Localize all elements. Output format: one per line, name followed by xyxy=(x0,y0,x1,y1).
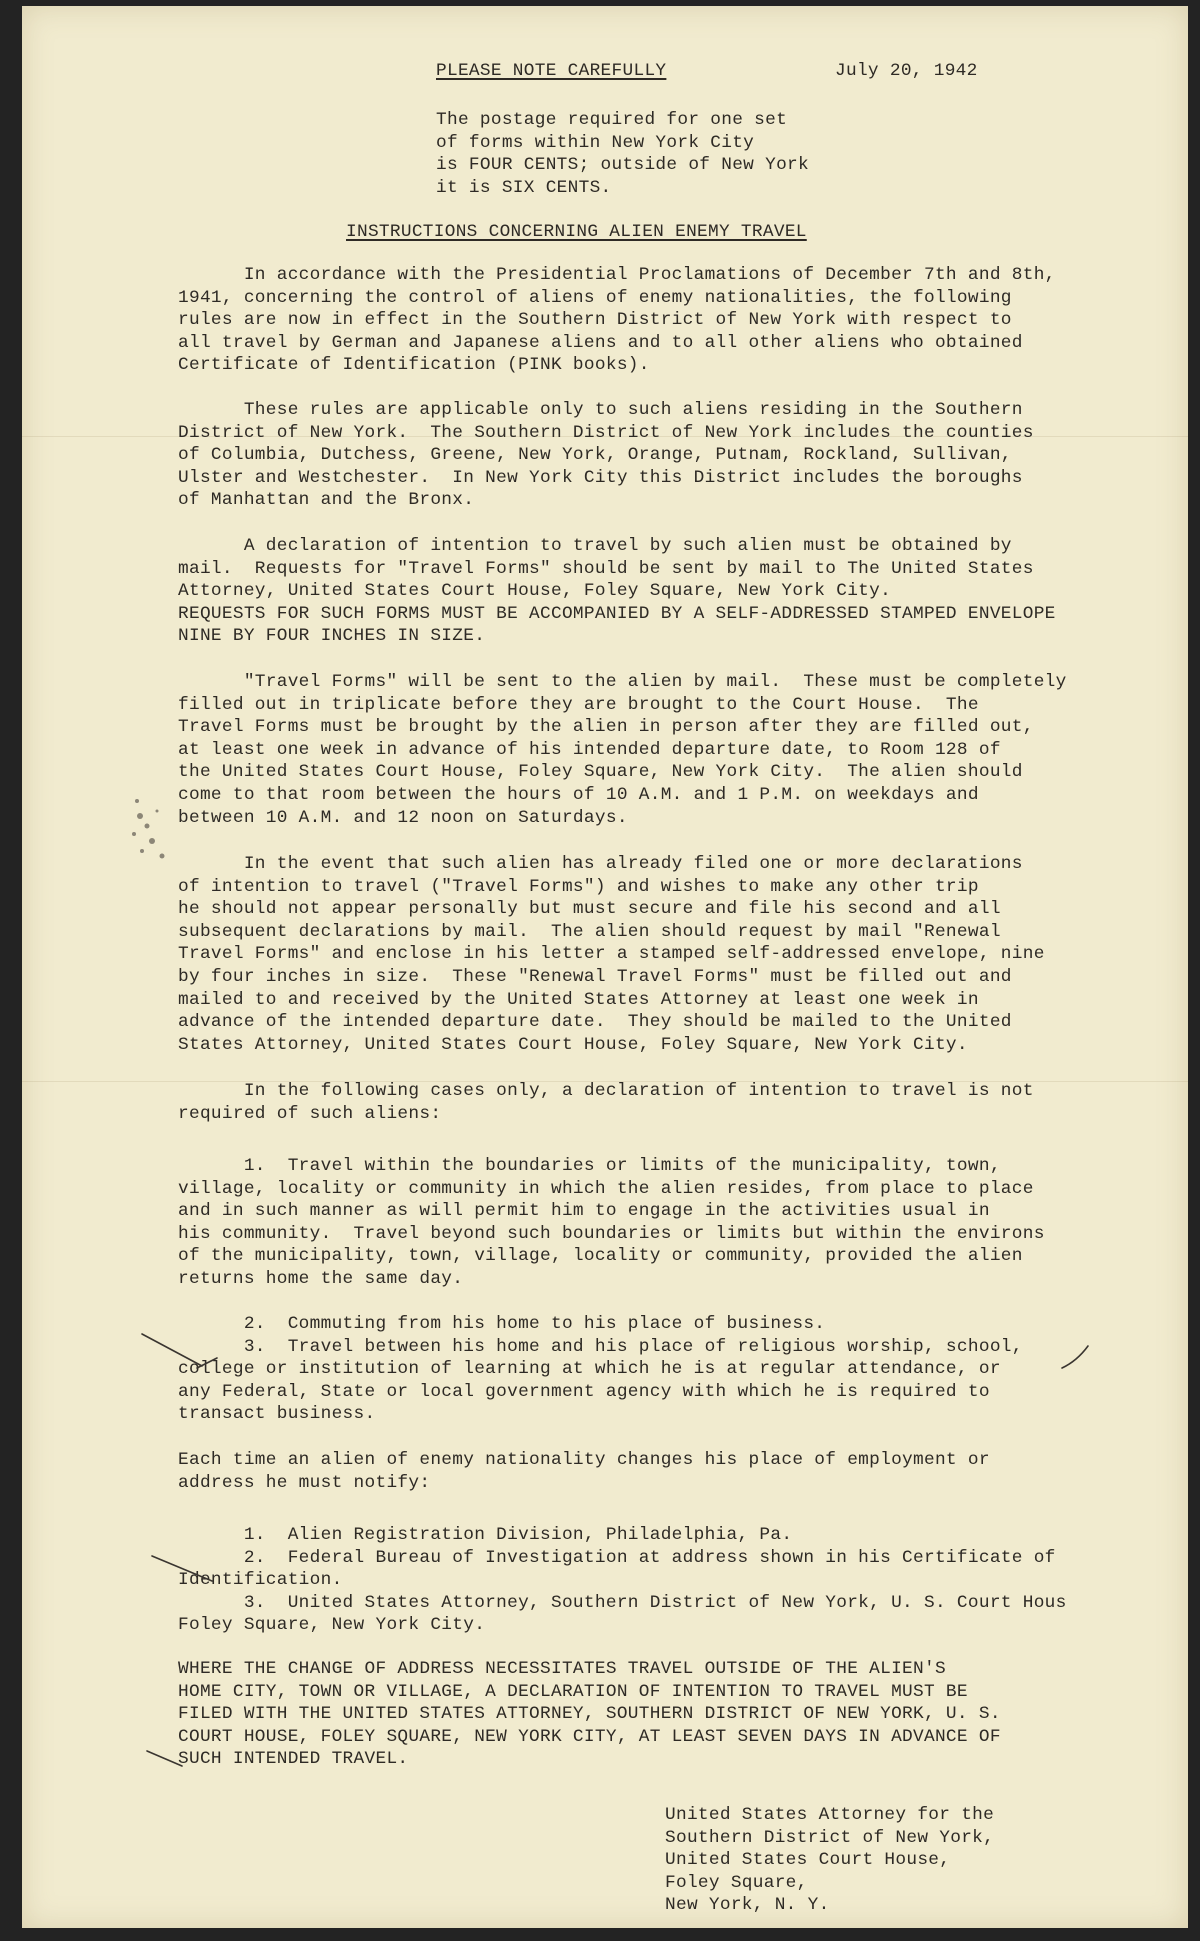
text-line: returns home the same day. xyxy=(178,1268,464,1289)
text-line: filled out in triplicate before they are brought to the Court House. The xyxy=(178,694,979,715)
text-line: college or institution of learning at which he is at regular attendance, or xyxy=(178,1359,1001,1380)
text-line: rules are now in effect in the Southern District of New York with respect to xyxy=(178,310,1012,331)
signature-line: Southern District of New York, xyxy=(665,1827,995,1848)
text-line: States Attorney, United States Court House, Foley Square, New York City. xyxy=(178,1034,968,1055)
text-line: 3. Travel between his home and his place of religious worship, school, xyxy=(178,1336,1023,1357)
text-line: A declaration of intention to travel by such alien must be obtained by xyxy=(178,536,1012,556)
list-item: 2. Federal Bureau of Investigation at address shown in his Certificate of xyxy=(178,1547,1056,1568)
text-line: by four inches in size. These "Renewal Travel Forms" must be filled out and xyxy=(178,966,1012,987)
signature-line: United States Attorney for the xyxy=(665,1805,995,1825)
list-item: 3. United States Attorney, Southern District of New York, U. S. Court Hous xyxy=(178,1592,1067,1613)
text-line: COURT HOUSE, FOLEY SQUARE, NEW YORK CITY, AT LEAST SEVEN DAYS IN ADVANCE OF xyxy=(178,1726,1001,1747)
paragraph-change-of-address xyxy=(178,1449,1118,1494)
paragraph-travel-forms xyxy=(178,671,1118,829)
text-line: In accordance with the Presidential Proclamations of December 7th and 8th, xyxy=(178,265,1056,285)
paragraph-exemptions xyxy=(178,1080,1118,1125)
notice-title: PLEASE NOTE CAREFULLY xyxy=(436,61,667,81)
text-line: come to that room between the hours of 10 A.M. and 1 P.M. on weekdays and xyxy=(178,784,979,805)
text-line: his community. Travel beyond such boundaries or limits but within the environs xyxy=(178,1223,1045,1244)
text-line: HOME CITY, TOWN OR VILLAGE, A DECLARATION OF INTENTION TO TRAVEL MUST BE xyxy=(178,1681,968,1702)
paragraph-declaration xyxy=(178,535,1118,648)
text-line: "Travel Forms" will be sent to the alien by mail. These must be completely xyxy=(178,672,1067,692)
text-line: of Manhattan and the Bronx. xyxy=(178,490,475,511)
paragraph-renewal xyxy=(178,853,1118,1056)
paragraph-final-notice xyxy=(178,1658,1118,1771)
text-line: any Federal, State or local government agency with which he is required to xyxy=(178,1381,990,1402)
text-line: Travel Forms" and enclose in his letter a stamped self-addressed envelope, nine xyxy=(178,944,1045,965)
text-line: at least one week in advance of his intended departure date, to Room 128 of xyxy=(178,739,1001,760)
text-line: Ulster and Westchester. In New York City this District includes the boroughs xyxy=(178,467,1023,488)
text-line: District of New York. The Southern District of New York includes the counties xyxy=(178,422,1034,443)
notify-list xyxy=(178,1524,1118,1637)
text-line: WHERE THE CHANGE OF ADDRESS NECESSITATES TRAVEL OUTSIDE OF THE ALIEN'S xyxy=(178,1659,946,1679)
text-line: REQUESTS FOR SUCH FORMS MUST BE ACCOMPANIED BY A SELF-ADDRESSED STAMPED ENVELOPE xyxy=(178,603,1056,624)
paragraph-proclamations xyxy=(178,264,1118,377)
text-line: and in such manner as will permit him to engage in the activities usual in xyxy=(178,1201,990,1222)
text-line: transact business. xyxy=(178,1404,376,1425)
text-line: Travel Forms must be brought by the alien in person after they are filled out, xyxy=(178,717,1034,738)
text-line: 1. Travel within the boundaries or limits of the municipality, town, xyxy=(178,1156,1001,1176)
text-line: NINE BY FOUR INCHES IN SIZE. xyxy=(178,626,486,647)
instructions-heading: INSTRUCTIONS CONCERNING ALIEN ENEMY TRAVEL xyxy=(346,222,807,242)
text-line: all travel by German and Japanese aliens and to all other aliens who obtained xyxy=(178,332,1023,353)
text-line: of the municipality, town, village, locality or community, provided the alien xyxy=(178,1246,1023,1267)
text-line: SUCH INTENDED TRAVEL. xyxy=(178,1749,409,1770)
text-line: mailed to and received by the United States Attorney at least one week in xyxy=(178,989,979,1010)
postage-line: is FOUR CENTS; outside of New York xyxy=(436,155,809,176)
signature-line: United States Court House, xyxy=(665,1850,951,1871)
text-line: 1941, concerning the control of aliens of enemy nationalities, the following xyxy=(178,287,1012,308)
text-line: required of such aliens: xyxy=(178,1103,442,1124)
postage-note xyxy=(436,109,936,199)
document-body xyxy=(22,6,1188,1928)
text-line: of intention to travel ("Travel Forms") and wishes to make any other trip xyxy=(178,876,979,897)
text-line: 2. Commuting from his home to his place of business. xyxy=(178,1314,826,1334)
paper-sheet xyxy=(22,6,1188,1928)
signature-line: Foley Square, xyxy=(665,1872,808,1893)
exemption-case-1 xyxy=(178,1155,1118,1291)
list-item: Identification. xyxy=(178,1570,343,1591)
text-line: Each time an alien of enemy nationality changes his place of employment or xyxy=(178,1450,990,1470)
text-line: In the following cases only, a declaration of intention to travel is not xyxy=(178,1081,1034,1101)
text-line: of Columbia, Dutchess, Greene, New York, Orange, Putnam, Rockland, Sullivan, xyxy=(178,445,1012,466)
text-line: Attorney, United States Court House, Foley Square, New York City. xyxy=(178,581,892,602)
list-item: Foley Square, New York City. xyxy=(178,1615,486,1636)
text-line: the United States Court House, Foley Square, New York City. The alien should xyxy=(178,762,1023,783)
exemption-cases-2-3 xyxy=(178,1313,1118,1426)
text-line: subsequent declarations by mail. The alien should request by mail "Renewal xyxy=(178,921,1001,942)
postage-line: of forms within New York City xyxy=(436,132,755,153)
notice-date: July 20, 1942 xyxy=(835,61,978,81)
text-line: FILED WITH THE UNITED STATES ATTORNEY, SOUTHERN DISTRICT OF NEW YORK, U. S. xyxy=(178,1704,1001,1725)
text-line: address he must notify: xyxy=(178,1472,431,1493)
text-line: Certificate of Identification (PINK books). xyxy=(178,355,650,376)
text-line: village, locality or community in which the alien resides, from place to place xyxy=(178,1178,1034,1199)
postage-line: it is SIX CENTS. xyxy=(436,177,612,198)
signature-block xyxy=(665,1804,994,1917)
text-line: In the event that such alien has already filed one or more declarations xyxy=(178,854,1023,874)
postage-line: The postage required for one set xyxy=(436,110,788,130)
text-line: advance of the intended departure date. They should be mailed to the United xyxy=(178,1012,1012,1033)
text-line: These rules are applicable only to such aliens residing in the Southern xyxy=(178,400,1023,420)
text-line: mail. Requests for "Travel Forms" should be sent by mail to The United States xyxy=(178,558,1034,579)
paragraph-applicability xyxy=(178,399,1118,512)
text-line: between 10 A.M. and 12 noon on Saturdays. xyxy=(178,807,628,828)
text-line: he should not appear personally but must secure and file his second and all xyxy=(178,899,1001,920)
list-item: 1. Alien Registration Division, Philadelphia, Pa. xyxy=(178,1525,793,1545)
signature-line: New York, N. Y. xyxy=(665,1895,830,1916)
